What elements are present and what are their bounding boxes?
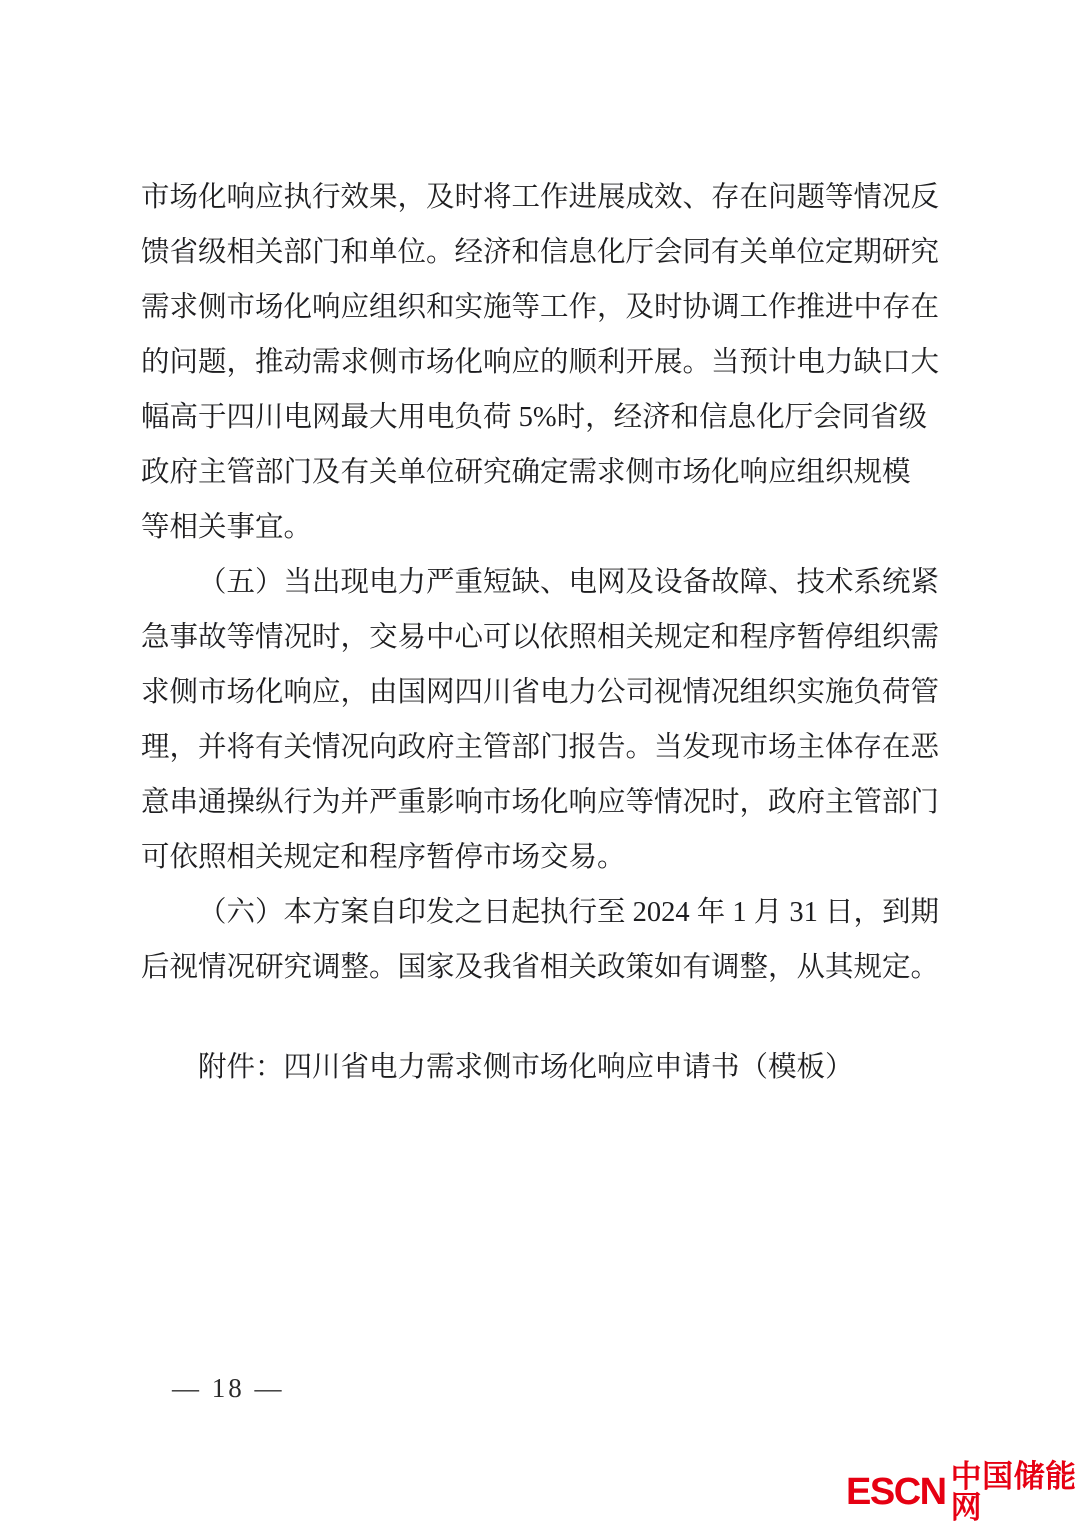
body-text-line: （六）本方案自印发之日起执行至 2024 年 1 月 31 日，到期 (198, 897, 940, 928)
body-text-line: 馈省级相关部门和单位。经济和信息化厅会同有关单位定期研究 (141, 237, 940, 268)
paragraphs-host (141, 170, 942, 995)
body-text-line: 幅高于四川电网最大用电负荷 5%时，经济和信息化厅会同省级 (141, 402, 928, 433)
para-item-five (141, 555, 942, 885)
body-text-line: 市场化响应执行效果，及时将工作进展成效、存在问题等情况反 (141, 182, 940, 213)
body-text-line: 政府主管部门及有关单位研究确定需求侧市场化响应组织规模 (141, 457, 911, 488)
body-text (141, 170, 942, 1095)
site-logo (846, 1461, 1080, 1523)
body-text-line: 可依照相关规定和程序暂停市场交易。 (141, 842, 626, 873)
site-logo-text-zh: 中国储能网 (950, 1459, 1077, 1525)
site-logo-text-en: ESCN (846, 1471, 946, 1513)
body-text-line: 求侧市场化响应，由国网四川省电力公司视情况组织实施负荷管 (141, 677, 940, 708)
body-text-line: 后视情况研究调整。国家及我省相关政策如有调整，从其规定。 (141, 952, 940, 983)
body-text-line: 理，并将有关情况向政府主管部门报告。当发现市场主体存在恶 (141, 732, 940, 763)
body-text-line: 等相关事宜。 (141, 512, 313, 543)
body-text-line: 的问题，推动需求侧市场化响应的顺利开展。当预计电力缺口大 (141, 347, 940, 378)
body-text-line: 急事故等情况时，交易中心可以依照相关规定和程序暂停组织需 (141, 622, 940, 653)
body-text-line: 需求侧市场化响应组织和实施等工作，及时协调工作推进中存在 (141, 292, 940, 323)
body-text-line: 意串通操纵行为并严重影响市场化响应等情况时，政府主管部门 (141, 787, 940, 818)
body-text-line: （五）当出现电力严重短缺、电网及设备故障、技术系统紧 (198, 567, 940, 598)
para-item-six (141, 885, 942, 995)
para-overflow-from-previous-page (141, 170, 942, 555)
page-number: — 18 — (172, 1373, 285, 1403)
attachment-line: 附件：四川省电力需求侧市场化响应申请书（模板） (198, 1052, 854, 1083)
